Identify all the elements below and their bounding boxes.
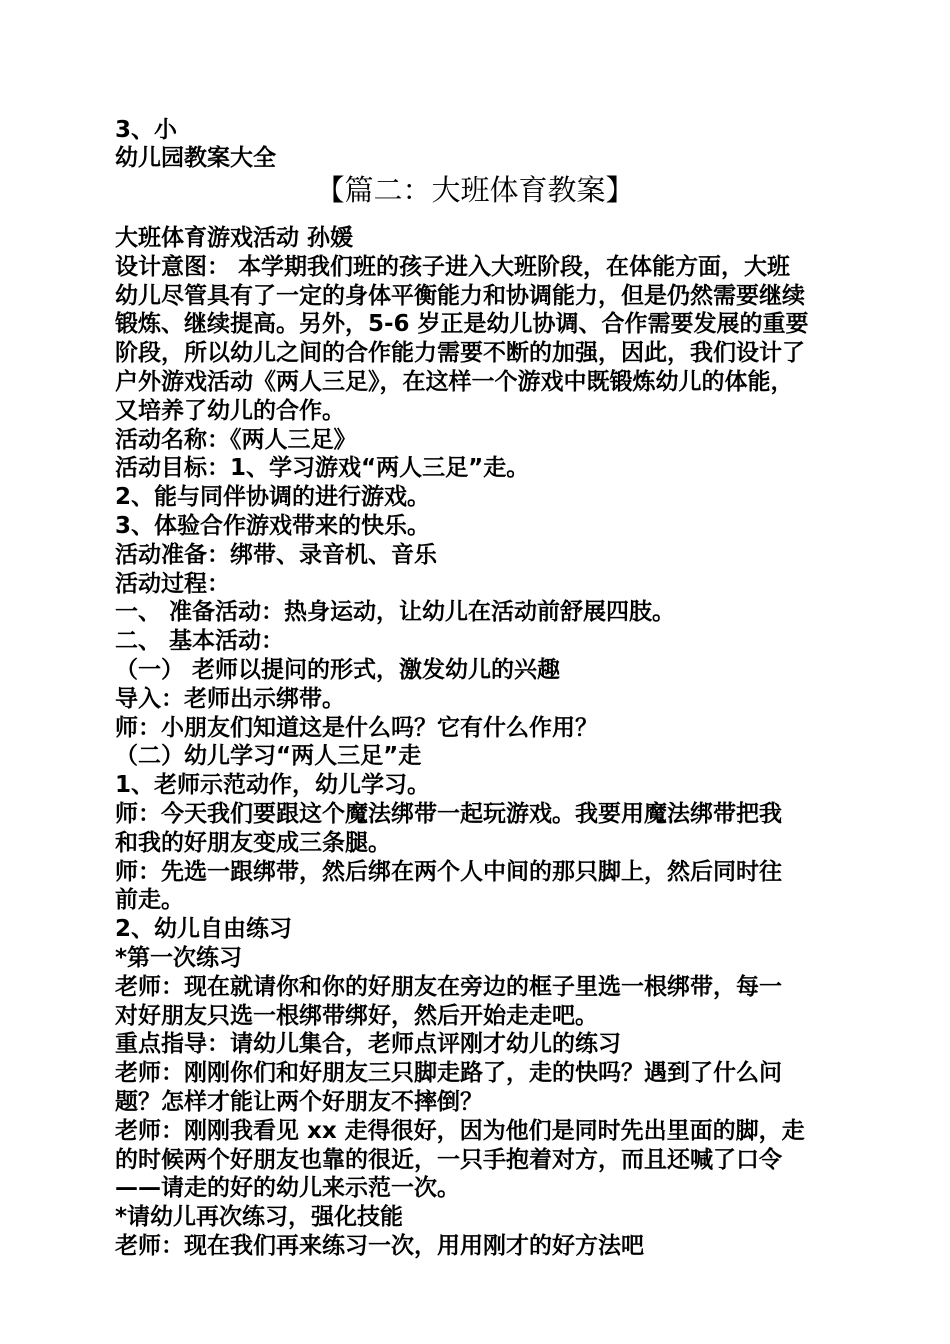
body-line: 前走。 — [115, 887, 184, 914]
body-line: 设计意图： 本学期我们班的孩子进入大班阶段，在体能方面，大班 — [115, 253, 791, 280]
body-line: 2、幼儿自由练习 — [115, 916, 293, 943]
body-line: *请幼儿再次练习，强化技能 — [115, 1204, 404, 1231]
body-line: 老师：刚刚你们和好朋友三只脚走路了，走的快吗？遇到了什么问 — [115, 1060, 782, 1087]
body-line: 活动过程： — [115, 570, 230, 597]
body-line: 对好朋友只选一根绑带绑好，然后开始走走吧。 — [115, 1002, 598, 1029]
body-line: 户外游戏活动《两人三足》，在这样一个游戏中既锻炼幼儿的体能， — [115, 369, 794, 395]
body-line: 老师：现在就请你和你的好朋友在旁边的框子里选一根绑带，每一 — [115, 973, 782, 1000]
body-line: 师：今天我们要跟这个魔法绑带一起玩游戏。我要用魔法绑带把我 — [115, 801, 782, 827]
body-line: 导入：老师出示绑带。 — [115, 685, 345, 712]
body-line: 阶段，所以幼儿之间的合作能力需要不断的加强，因此，我们设计了 — [115, 340, 805, 367]
body-line: 又培养了幼儿的合作。 — [115, 397, 345, 424]
body-line: 的时候两个好朋友也靠的很近，一只手抱着对方，而且还喊了口令 — [115, 1146, 782, 1173]
body-line: 活动目标：1、学习游戏“两人三足”走。 — [115, 455, 530, 482]
body-line: （一） 老师以提问的形式，激发幼儿的兴趣 — [115, 657, 561, 683]
body-line: 活动准备：绑带、录音机、音乐 — [115, 541, 437, 568]
body-line: *第一次练习 — [115, 945, 243, 971]
body-line: 题？怎样才能让两个好朋友不摔倒？ — [115, 1089, 483, 1115]
body-line: 一、 准备活动：热身运动，让幼儿在活动前舒展四肢。 — [115, 599, 676, 626]
body-line: 幼儿尽管具有了一定的身体平衡能力和协调能力，但是仍然需要继续 — [115, 282, 805, 309]
body-line: 1、老师示范动作，幼儿学习。 — [115, 772, 431, 799]
body-line: （二）幼儿学习“两人三足”走 — [115, 743, 422, 770]
body-line: 锻炼、继续提高。另外，5-6 岁正是幼儿协调、合作需要发展的重要 — [115, 311, 809, 338]
body-line: 2、能与同伴协调的进行游戏。 — [115, 484, 431, 511]
body-line: 二、 基本活动： — [115, 628, 285, 655]
header-line-1: 3、小 — [115, 117, 178, 143]
body-line: 师：先选一跟绑带，然后绑在两个人中间的那只脚上，然后同时往 — [115, 858, 782, 885]
body-line: 重点指导：请幼儿集合，老师点评刚才幼儿的练习 — [115, 1031, 621, 1058]
body-line: 和我的好朋友变成三条腿。 — [115, 829, 391, 856]
body-line: 大班体育游戏活动 孙媛 — [115, 225, 354, 251]
body-line: ——请走的好的幼儿来示范一次。 — [115, 1175, 460, 1202]
body-line: 师：小朋友们知道这是什么吗？它有什么作用？ — [115, 714, 598, 741]
body-line: 3、体验合作游戏带来的快乐。 — [115, 513, 431, 539]
body-line: 活动名称：《两人三足》 — [115, 426, 357, 453]
header-line-2: 幼儿园教案大全 — [115, 145, 276, 171]
section-title: 【篇二：大班体育教案】 — [315, 173, 635, 207]
body-line: 老师：现在我们再来练习一次，用用刚才的好方法吧 — [115, 1233, 644, 1259]
body-line: 老师：刚刚我看见 xx 走得很好，因为他们是同时先出里面的脚，走 — [115, 1117, 805, 1144]
